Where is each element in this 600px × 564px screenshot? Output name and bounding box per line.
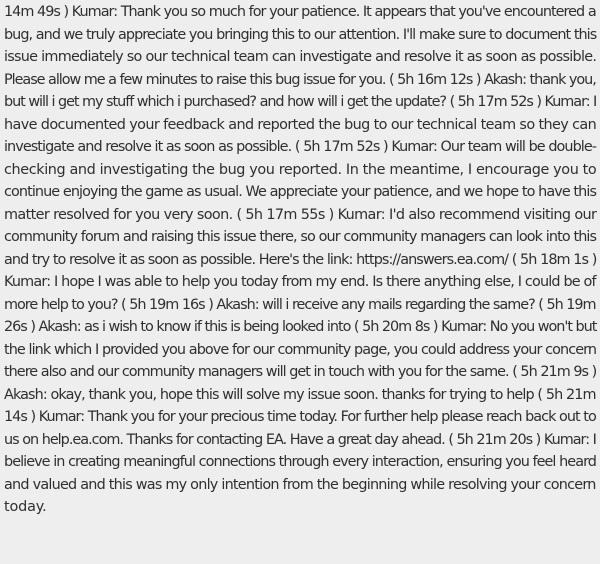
transcript-line: today. bbox=[4, 499, 47, 515]
transcript-line: believe in creating meaningful connections through every interaction, ensuring you feel heard bbox=[4, 454, 596, 470]
transcript-line: there also and our community managers will get in touch with you for the same. ( 5h 21m 9s ) bbox=[4, 364, 597, 380]
transcript-line: checking and investigating the bug you reported. In the meantime, I encourage you to bbox=[4, 161, 597, 178]
transcript-line: 14s ) Kumar: Thank you for your precious time today. For further help please reach back out to bbox=[4, 409, 596, 425]
transcript-line: matter resolved for you very soon. ( 5h 17m 55s ) Kumar: I'd also recommend visiting our bbox=[4, 206, 597, 223]
transcript-line: issue immediately so our technical team can investigate and resolve it as soon as possible. bbox=[4, 49, 597, 65]
transcript-line: have documented your feedback and reported the bug to our technical team so they can bbox=[4, 116, 597, 133]
transcript-line: and try to resolve it as soon as possible. Here's the link: https://answers.ea.com/ ( 5h 18m 1s ) bbox=[4, 251, 597, 268]
transcript-line: the link which I provided you above for our community page, you could address your concern bbox=[4, 341, 597, 358]
transcript-line: continue enjoying the game as usual. We appreciate your patience, and we hope to have this bbox=[4, 184, 597, 200]
transcript-line: but will i get my stuff which i purchased? and how will i get the update? ( 5h 17m 52s ) Kumar: I bbox=[4, 94, 597, 110]
transcript-line: Kumar: I hope I was able to help you today from my end. Is there anything else, I could be of bbox=[4, 274, 596, 290]
transcript-line: Akash: okay, thank you, hope this will solve my issue soon. thanks for trying to help ( 5h 21m bbox=[4, 386, 596, 403]
transcript-line: community forum and raising this issue there, so our community managers can look into this bbox=[4, 229, 597, 245]
transcript-line: us on help.ea.com. Thanks for contacting EA. Have a great day ahead. ( 5h 21m 20s ) Kumar: I bbox=[4, 431, 596, 448]
transcript-line: more help to you? ( 5h 19m 16s ) Akash: will i receive any mails regarding the same? ( 5h 19m bbox=[4, 296, 596, 313]
transcript-line: 26s ) Akash: as i wish to know if this is being looked into ( 5h 20m 8s ) Kumar: No you won't but bbox=[4, 319, 597, 335]
transcript-line: and valued and this was my only intention from the beginning while resolving your concern bbox=[4, 476, 596, 493]
transcript-line: 14m 49s ) Kumar: Thank you so much for your patience. It appears that you've encountered a bbox=[4, 4, 596, 20]
transcript-line: bug, and we truly appreciate you bringing this to our attention. I'll make sure to document this bbox=[4, 26, 597, 43]
transcript-line: investigate and resolve it as soon as possible. ( 5h 17m 52s ) Kumar: Our team will be double- bbox=[4, 139, 597, 155]
transcript-line: Please allow me a few minutes to raise this bug issue for you. ( 5h 16m 12s ) Akash: thank you, bbox=[4, 71, 596, 88]
